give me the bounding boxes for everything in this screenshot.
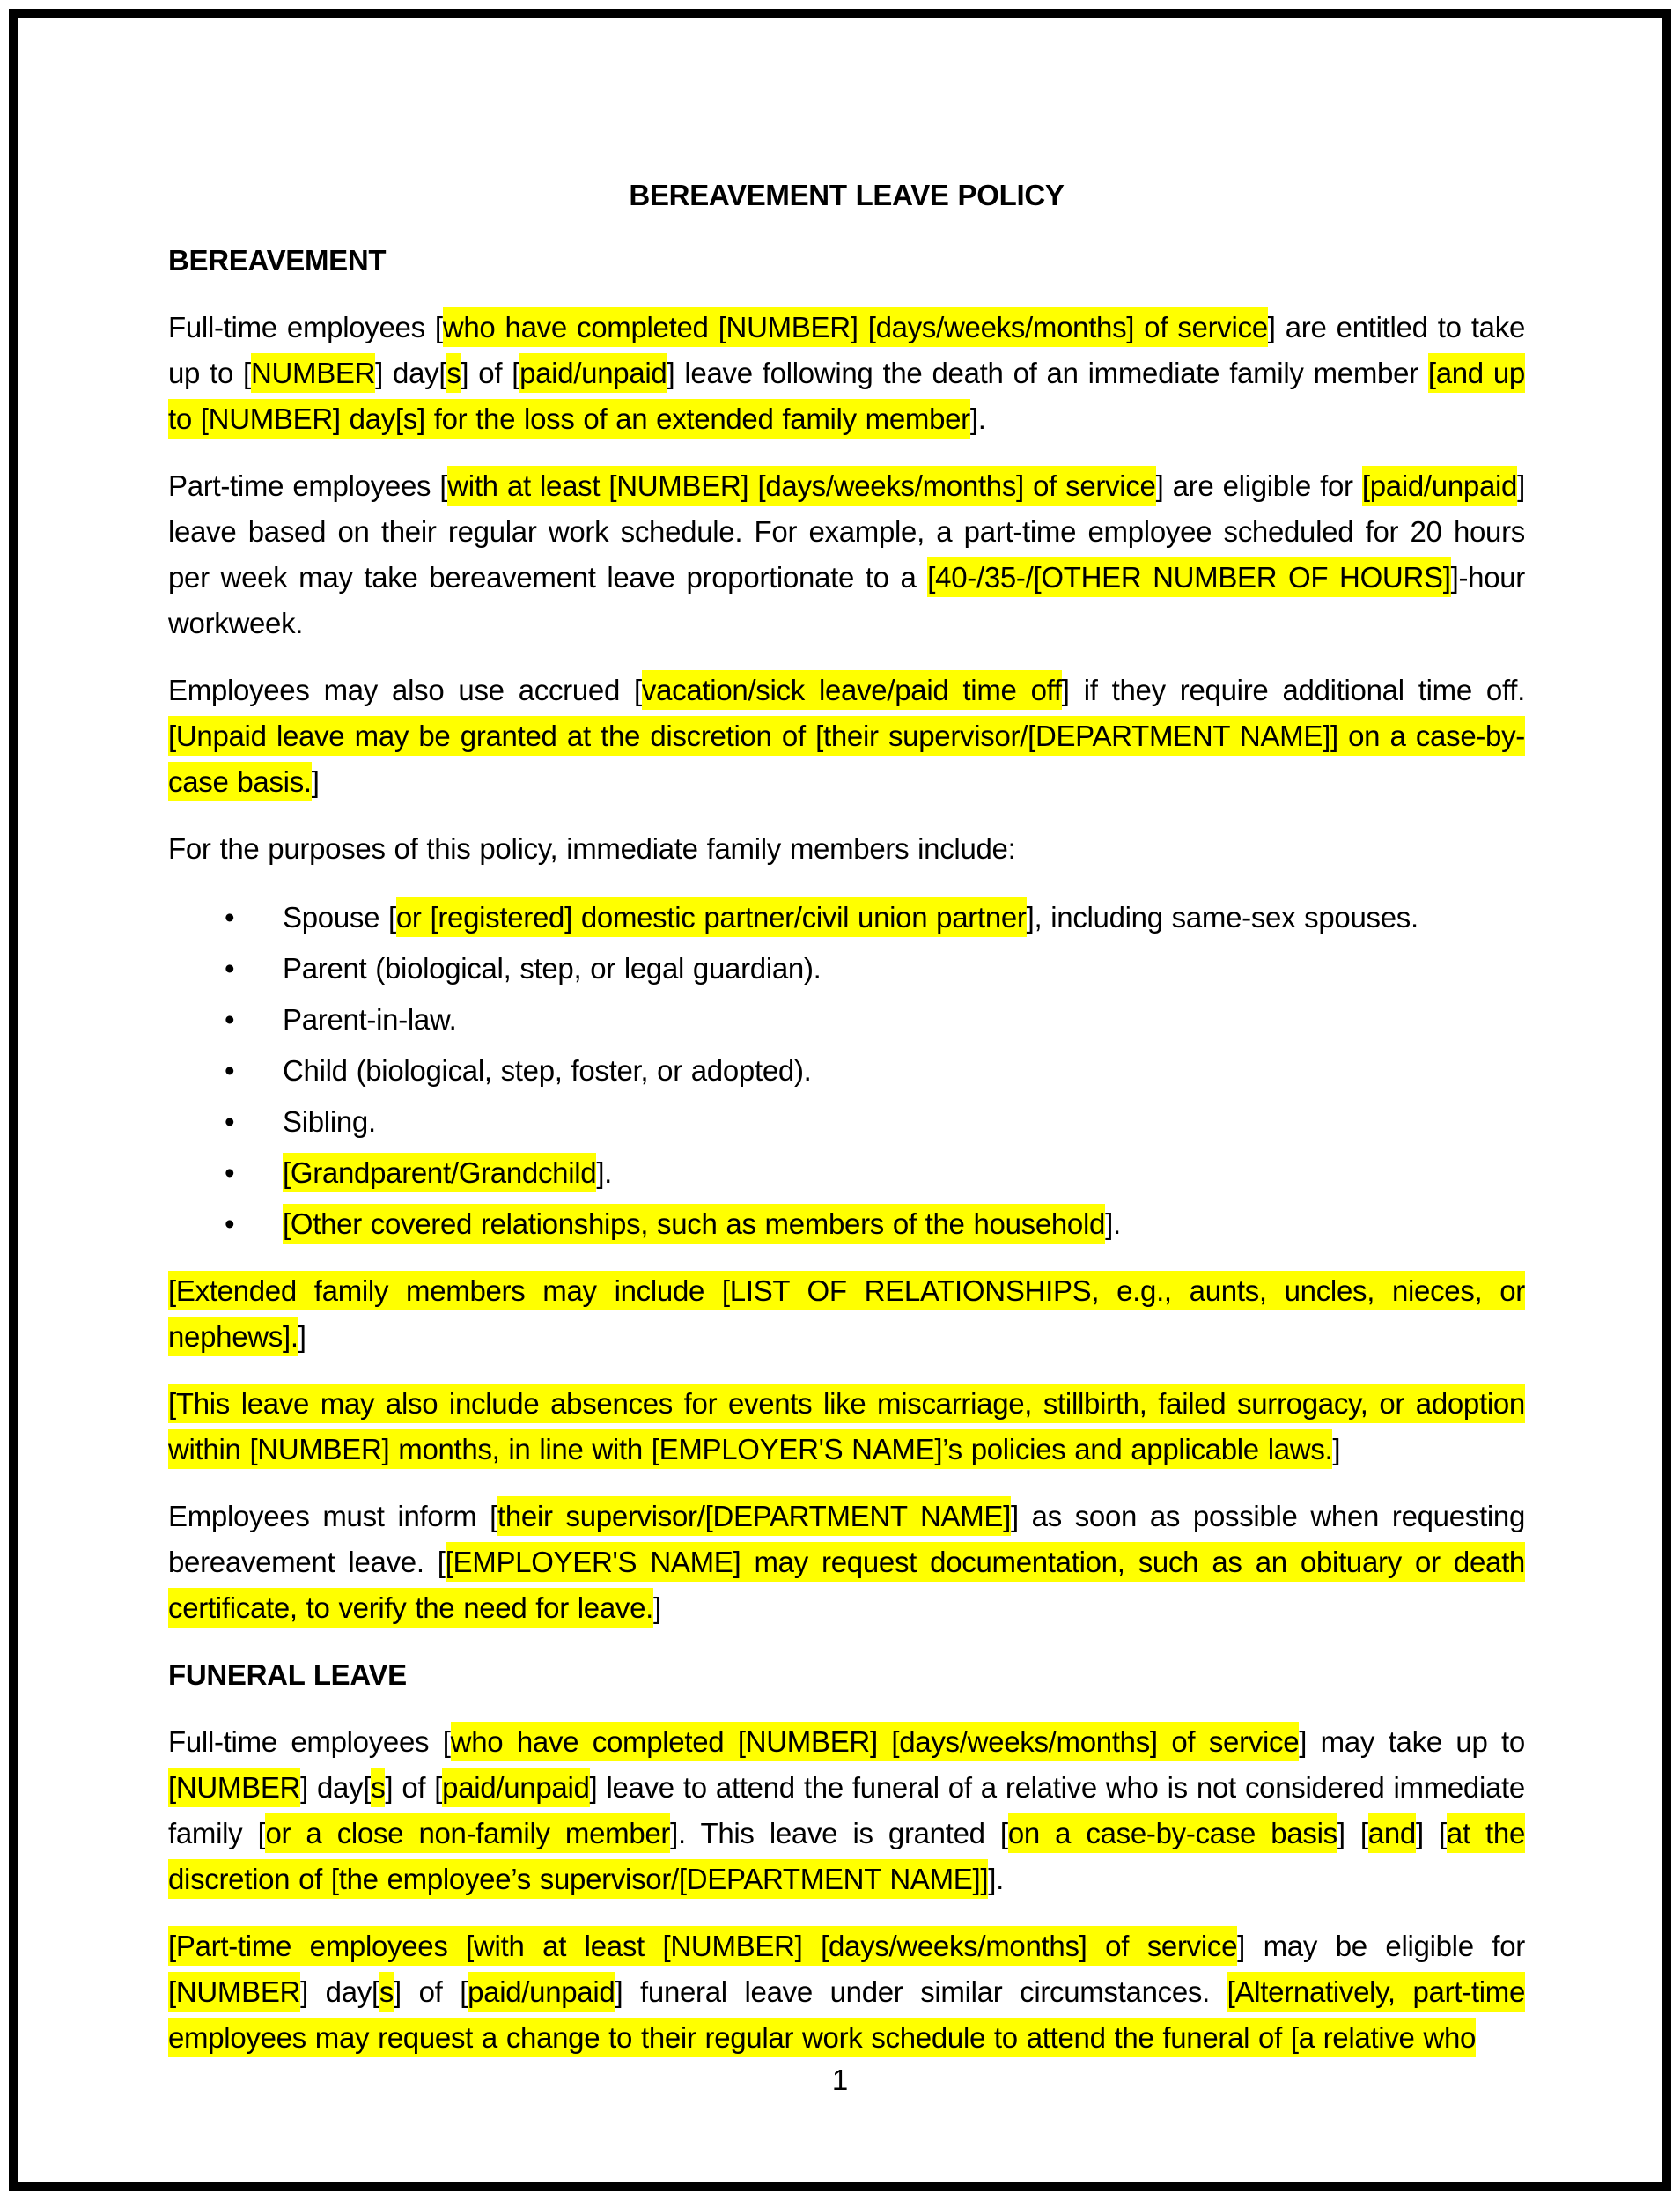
text-segment: ]. [988,1863,1004,1895]
section-heading: FUNERAL LEAVE [168,1658,407,1691]
highlighted-segment: at the discretion of [the employee’s supervisor/[DEPARTMENT NAME]] [168,1813,1525,1899]
list-item [168,946,1525,992]
text-segment: Full-time employees [ [168,1725,451,1758]
text-segment: For the purposes of this policy, immediate family members include: [168,832,1016,865]
bullet-icon: • [225,901,235,934]
text-segment: ] are entitled to take up to [ [168,311,1525,389]
paragraph [168,305,1525,442]
text-segment: ] if they require additional time off. [1061,674,1525,706]
highlighted-segment: [Alternatively, part-time employees may request a change to their regular work schedule to attend the funeral of [a relative who [168,1972,1525,2057]
text-segment: ] [653,1591,661,1624]
highlighted-segment: with at least [NUMBER] [days/weeks/months] of service [447,466,1155,506]
text-segment: ], including same-sex spouses. [1026,901,1418,934]
highlighted-segment: [This leave may also include absences for events like miscarriage, stillbirth, failed surrogacy, or adoption within [NUMBER] months, in line with [EMPLOYER'S NAME]’s policies and applicable laws. [168,1384,1525,1469]
text-segment: ] of [ [385,1771,443,1804]
paragraph [168,1494,1525,1631]
bullet-icon: • [225,1156,235,1189]
document-body [168,238,1525,2061]
section-heading: BEREAVEMENT [168,244,387,277]
bullet-icon: • [225,1054,235,1087]
text-segment: ]. [1105,1207,1121,1240]
text-segment: ] [311,765,320,798]
paragraph [168,1381,1525,1473]
document-content [18,18,1662,2082]
highlighted-segment: s [379,1972,394,2012]
bullet-list [168,895,1525,1247]
bullet-icon: • [225,1003,235,1036]
highlighted-segment: [Other covered relationships, such as members of the household [283,1204,1105,1244]
paragraph [168,1719,1525,1902]
text-segment: Spouse [ [283,901,396,934]
highlighted-segment: NUMBER [251,353,375,393]
list-item [168,895,1525,941]
text-segment: Parent-in-law. [283,1003,457,1036]
text-segment: ]. [969,402,986,435]
paragraph [168,463,1525,646]
text-segment: Employees must inform [ [168,1500,498,1532]
list-item [168,1150,1525,1196]
document-title: BEREAVEMENT LEAVE POLICY [629,179,1065,211]
text-segment: ] as soon as possible when requesting bereavement leave. [ [168,1500,1525,1578]
list-item [168,1048,1525,1094]
highlighted-segment: [NUMBER [168,1768,300,1807]
text-segment: ] are eligible for [1155,469,1362,502]
highlighted-segment: [paid/unpaid [1362,466,1517,506]
text-segment: ]. [596,1156,613,1189]
text-segment: Parent (biological, step, or legal guardian). [283,952,822,985]
text-segment: ] day[ [375,357,447,389]
list-item [168,1201,1525,1247]
highlighted-segment: [Unpaid leave may be granted at the discretion of [their supervisor/[DEPARTMENT NAME]] on a case-by-case basis. [168,716,1525,801]
paragraph [168,1923,1525,2061]
list-item [168,1099,1525,1145]
document-page [9,9,1671,2191]
text-segment: ] [1332,1433,1341,1465]
text-segment: ] may be eligible for [1237,1930,1525,1962]
highlighted-segment: vacation/sick leave/paid time off [642,670,1062,710]
text-segment: ] leave based on their regular work schedule. For example, a part-time employee scheduled for 20 hours per week may take bereavement leave proportionate to a [168,469,1525,594]
highlighted-segment: [and up to [NUMBER] day[s] for the loss of an extended family member [168,353,1525,439]
text-segment: Child (biological, step, foster, or adopted). [283,1054,812,1087]
highlighted-segment: [EMPLOYER'S NAME] may request documentation, such as an obituary or death certificate, to verify the need for leave. [168,1542,1525,1628]
highlighted-segment: s [446,353,461,393]
page-number: 1 [831,2063,849,2096]
highlighted-segment: [40-/35-/[OTHER NUMBER OF HOURS] [927,557,1450,597]
text-segment: ] [298,1320,306,1353]
text-segment: ] [ [1337,1817,1368,1849]
paragraph [168,668,1525,805]
highlighted-segment: who have completed [NUMBER] [days/weeks/months] of service [443,307,1268,347]
text-segment: ] day[ [300,1771,372,1804]
highlighted-segment: or a close non-family member [265,1813,670,1853]
list-item [168,997,1525,1043]
text-segment: ]-hour workweek. [168,561,1525,639]
highlighted-segment: or [registered] domestic partner/civil union partner [396,897,1027,937]
text-segment: ] day[ [300,1975,379,2008]
highlighted-segment: paid/unpaid [519,353,667,393]
text-segment: Full-time employees [ [168,311,443,343]
text-segment: ] leave to attend the funeral of a relative who is not considered immediate family [ [168,1771,1525,1849]
text-segment: ] may take up to [1299,1725,1525,1758]
bullet-icon: • [225,1105,235,1138]
highlighted-segment: s [371,1768,385,1807]
highlighted-segment: paid/unpaid [468,1972,615,2012]
highlighted-segment: their supervisor/[DEPARTMENT NAME] [497,1496,1011,1536]
paragraph [168,826,1525,872]
highlighted-segment: [Extended family members may include [LIST OF RELATIONSHIPS, e.g., aunts, uncles, nieces, or nephews]. [168,1271,1525,1356]
highlighted-segment: [Grandparent/Grandchild [283,1153,596,1192]
text-segment: ] leave following the death of an immediate family member [667,357,1428,389]
text-segment: ] of [ [461,357,520,389]
highlighted-segment: [Part-time employees [with at least [NUMBER] [days/weeks/months] of service [168,1926,1237,1966]
text-segment: ] [ [1415,1817,1447,1849]
text-segment: ]. This leave is granted [ [670,1817,1008,1849]
highlighted-segment: on a case-by-case basis [1008,1813,1337,1853]
bullet-icon: • [225,952,235,985]
paragraph [168,1268,1525,1360]
bullet-icon: • [225,1207,235,1240]
text-segment: Employees may also use accrued [ [168,674,642,706]
highlighted-segment: [NUMBER [168,1972,300,2012]
text-segment: Part-time employees [ [168,469,448,502]
highlighted-segment: and [1368,1813,1416,1853]
highlighted-segment: paid/unpaid [442,1768,589,1807]
text-segment: ] funeral leave under similar circumstances. [615,1975,1227,2008]
text-segment: Sibling. [283,1105,376,1138]
highlighted-segment: who have completed [NUMBER] [days/weeks/months] of service [451,1722,1300,1761]
text-segment: ] of [ [394,1975,468,2008]
